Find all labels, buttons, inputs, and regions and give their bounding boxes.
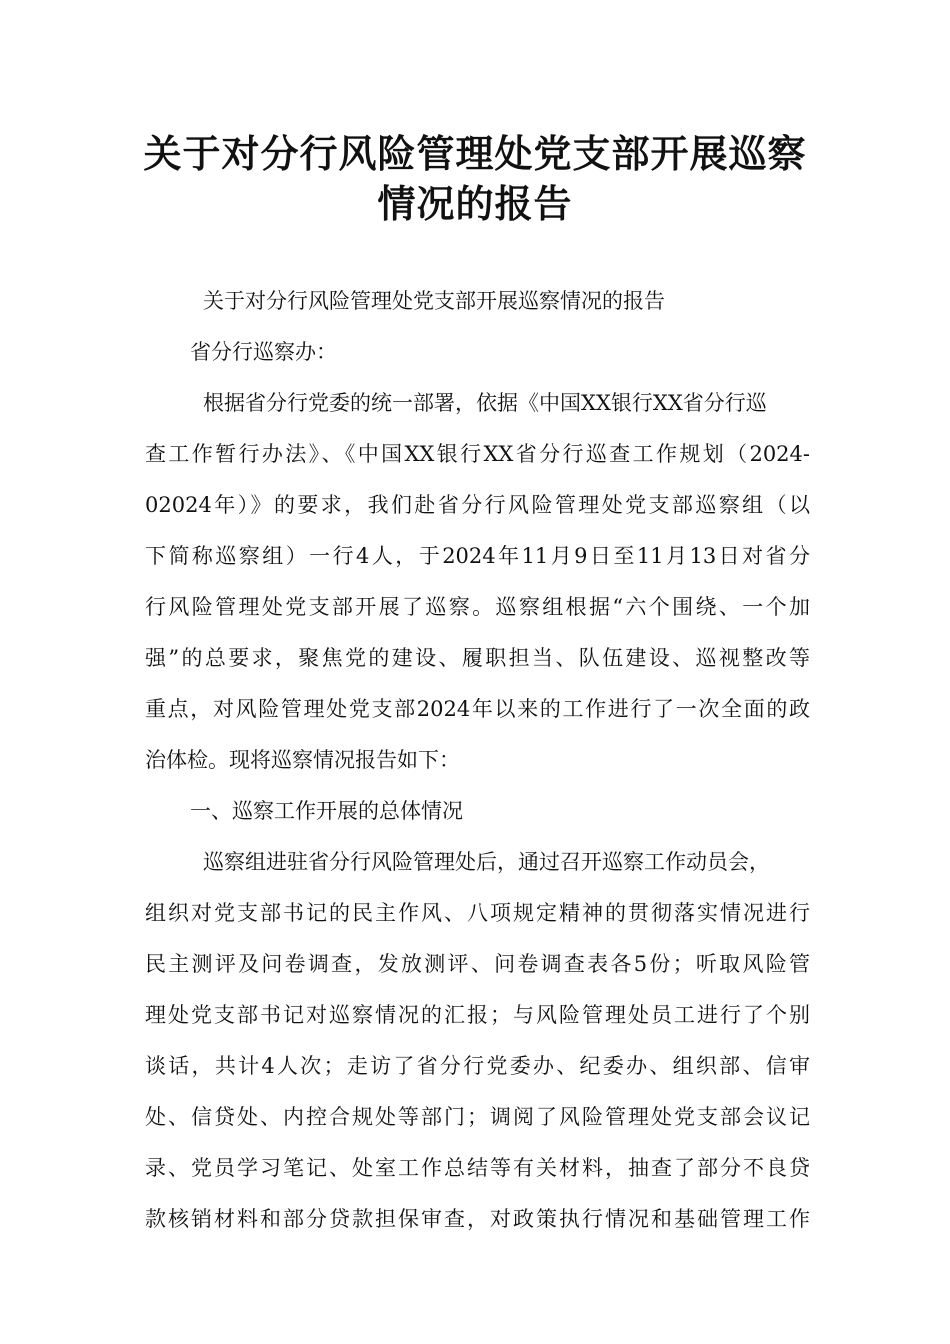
paragraph-2-line: 录、党员学习笔记、处室工作总结等有关材料，抽查了部分不良贷 bbox=[145, 1156, 810, 1180]
paragraph-1-line: 根据省分行党委的统一部署，依据《中国XX银行XX省分行巡 bbox=[203, 391, 767, 415]
paragraph-1-line: 强”的总要求，聚焦党的建设、履职担当、队伍建设、巡视整改等 bbox=[145, 646, 810, 670]
section-1-heading: 一、巡察工作开展的总体情况 bbox=[190, 799, 463, 823]
document-title-line-2: 情况的报告 bbox=[377, 182, 573, 226]
paragraph-2-line: 巡察组进驻省分行风险管理处后，通过召开巡察工作动员会， bbox=[203, 850, 770, 874]
paragraph-2-line: 谈话，共计4人次；走访了省分行党委办、纪委办、组织部、信审 bbox=[145, 1054, 810, 1078]
paragraph-2-line: 民主测评及问卷调查，发放测评、问卷调查表各5份；听取风险管 bbox=[145, 952, 810, 976]
document-subtitle: 关于对分行风险管理处党支部开展巡察情况的报告 bbox=[203, 289, 665, 313]
paragraph-1-line: 重点，对风险管理处党支部2024年以来的工作进行了一次全面的政 bbox=[145, 697, 810, 721]
paragraph-1-line: 行风险管理处党支部开展了巡察。巡察组根据“六个围绕、一个加 bbox=[145, 595, 810, 619]
paragraph-2-line: 处、信贷处、内控合规处等部门；调阅了风险管理处党支部会议记 bbox=[145, 1105, 810, 1129]
paragraph-2-line: 理处党支部书记对巡察情况的汇报；与风险管理处员工进行了个别 bbox=[145, 1003, 810, 1027]
paragraph-1-line: 02024年）》的要求，我们赴省分行风险管理处党支部巡察组（以 bbox=[145, 493, 810, 517]
paragraph-1-line: 下简称巡察组）一行4人，于2024年11月9日至11月13日对省分 bbox=[145, 544, 810, 568]
paragraph-1-line: 查工作暂行办法》、《中国XX银行XX省分行巡查工作规划（2024- bbox=[145, 442, 810, 466]
document-title-line-1: 关于对分行风险管理处党支部开展巡察 bbox=[143, 132, 807, 176]
paragraph-1-line: 治体检。现将巡察情况报告如下： bbox=[145, 748, 460, 772]
addressee: 省分行巡察办： bbox=[190, 340, 337, 364]
paragraph-2-line: 组织对党支部书记的民主作风、八项规定精神的贯彻落实情况进行 bbox=[145, 901, 810, 925]
paragraph-2-line: 款核销材料和部分贷款担保审查，对政策执行情况和基础管理工作 bbox=[145, 1207, 810, 1231]
